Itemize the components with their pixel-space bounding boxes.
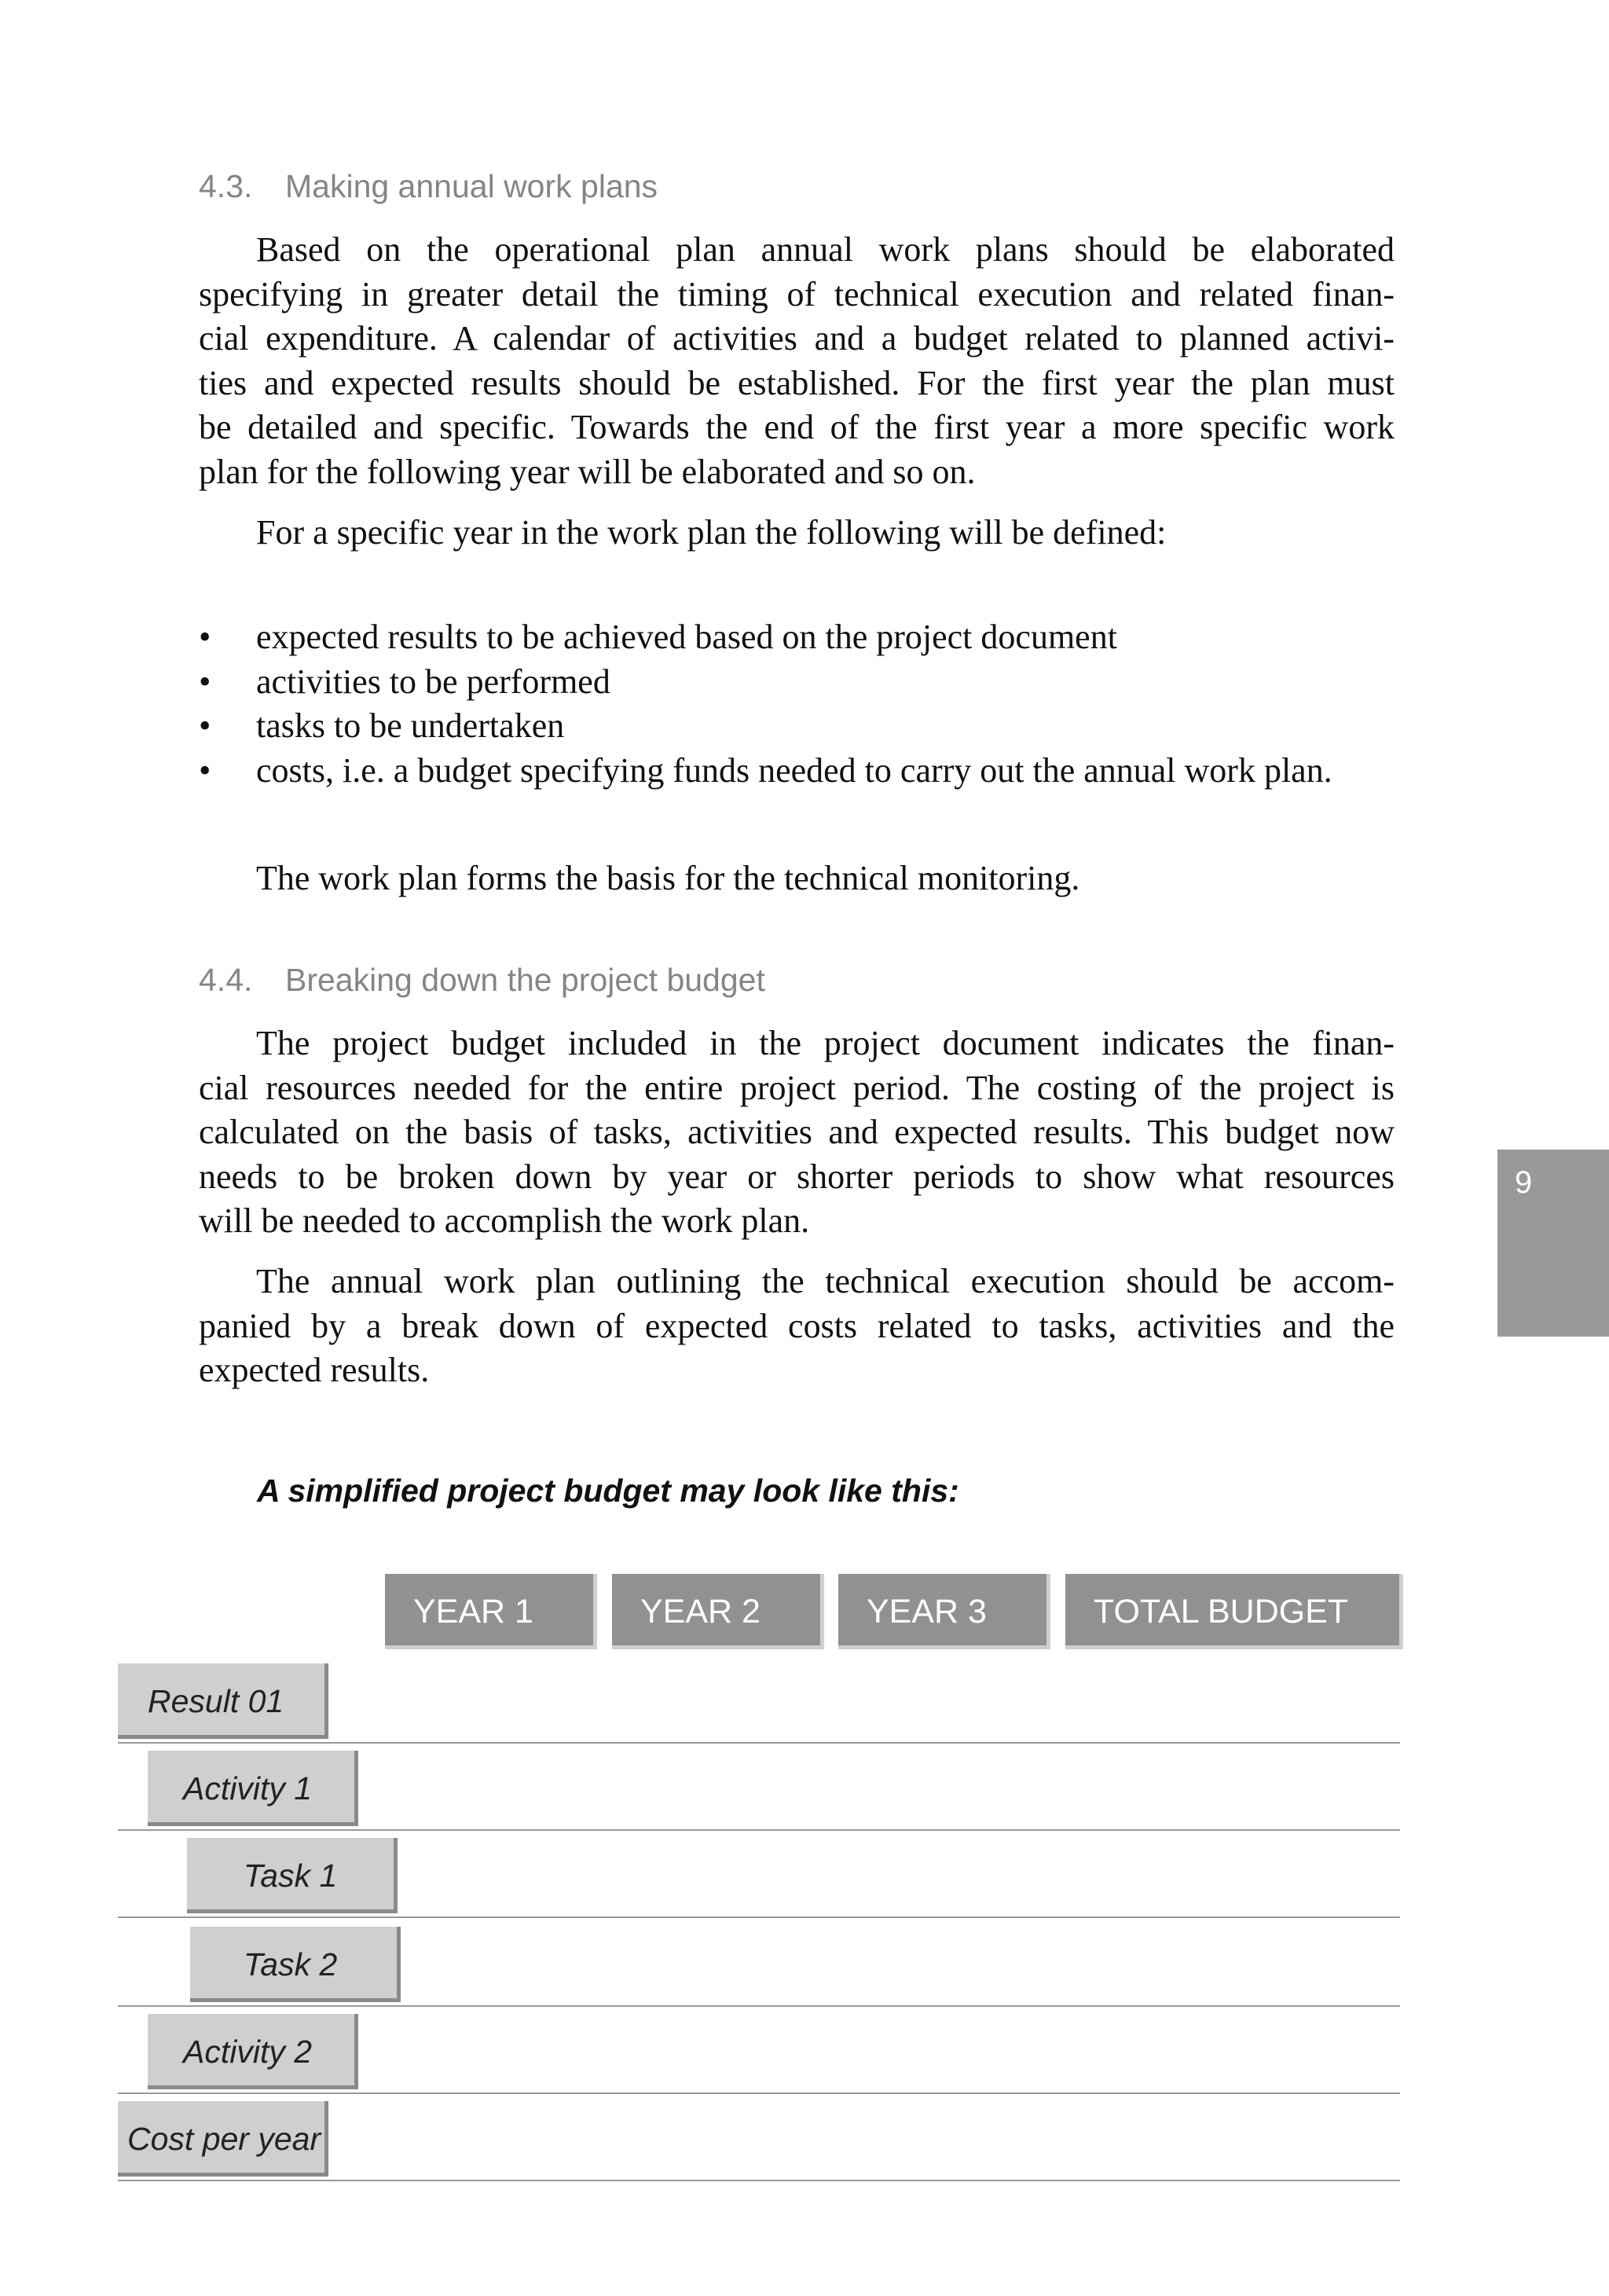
paragraph-work-plans-intro — [199, 228, 1395, 494]
list-item-text: activities to be performed — [256, 662, 610, 701]
section-number: 4.4. — [199, 962, 253, 998]
text-line: The project budget included in the project document indicates the finan- — [256, 1024, 1395, 1062]
bullet-icon: • — [199, 706, 211, 745]
row-divider — [118, 1829, 1400, 1831]
list-item-text: expected results to be achieved based on the project document — [256, 618, 1117, 656]
chapter-tab — [1497, 1150, 1609, 1337]
column-header-total-budget: TOTAL BUDGET — [1065, 1574, 1403, 1649]
text-line: specifying in greater detail the timing of technical execution and related finan- — [199, 274, 1395, 314]
row-label-activity-2: Activity 2 — [148, 2014, 358, 2089]
bullet-icon: • — [199, 618, 211, 656]
column-header-year-1: YEAR 1 — [385, 1574, 597, 1649]
text-line: plan for the following year will be elaborated and so on. — [199, 452, 976, 491]
text-line: be detailed and specific. Towards the end of the first year a more specific work — [199, 408, 1395, 446]
list-item-text: tasks to be undertaken — [256, 706, 565, 745]
list-item — [199, 704, 1332, 749]
section-number: 4.3. — [199, 168, 253, 204]
paragraph-technical-monitoring: The work plan forms the basis for the technical monitoring. — [256, 859, 1080, 897]
text-line: expected results. — [199, 1351, 430, 1389]
list-item — [199, 615, 1332, 660]
section-heading-4-3 — [199, 168, 658, 205]
section-heading-4-4 — [199, 962, 765, 999]
list-item — [199, 660, 1332, 705]
text-line: Based on the operational plan annual work plans should be elaborated — [256, 230, 1395, 269]
list-item — [199, 749, 1332, 794]
text-line: needs to be broken down by year or shorter periods to show what resources — [199, 1157, 1395, 1196]
chapter-number: 9 — [1515, 1165, 1533, 1200]
paragraph-cost-breakdown — [199, 1260, 1395, 1393]
row-divider — [118, 2005, 1400, 2007]
section-title: Making annual work plans — [285, 168, 658, 204]
row-divider — [118, 2180, 1400, 2181]
row-divider — [118, 1916, 1400, 1918]
list-item-text: costs, i.e. a budget specifying funds needed to carry out the annual work plan. — [256, 750, 1332, 790]
row-label-result-01: Result 01 — [118, 1663, 328, 1739]
text-line: ties and expected results should be established. For the first year the plan must — [199, 363, 1395, 402]
row-label-activity-1: Activity 1 — [148, 1751, 358, 1826]
text-line: will be needed to accomplish the work plan. — [199, 1201, 810, 1240]
section-title: Breaking down the project budget — [285, 962, 765, 998]
defined-items-list — [199, 615, 1332, 793]
paragraph-year-definition: For a specific year in the work plan the following will be defined: — [256, 513, 1167, 552]
text-line: panied by a break down of expected costs related to tasks, activities and the — [199, 1306, 1395, 1345]
row-divider — [118, 2092, 1400, 2094]
text-line: cial resources needed for the entire project period. The costing of the project is — [199, 1068, 1395, 1107]
text-line: The annual work plan outlining the technical execution should be accom- — [256, 1262, 1395, 1300]
row-label-cost-per-year: Cost per year — [118, 2101, 328, 2177]
text-line: calculated on the basis of tasks, activities and expected results. This budget now — [199, 1113, 1395, 1151]
column-header-year-2: YEAR 2 — [612, 1574, 824, 1649]
column-header-year-3: YEAR 3 — [838, 1574, 1050, 1649]
paragraph-budget-intro — [199, 1021, 1395, 1244]
bullet-icon: • — [199, 662, 211, 701]
text-line: cial expenditure. A calendar of activities and a budget related to planned activi- — [199, 319, 1395, 358]
row-divider — [118, 1742, 1400, 1744]
budget-caption: A simplified project budget may look like this: — [257, 1473, 959, 1509]
bullet-icon: • — [199, 750, 211, 790]
row-label-task-2: Task 2 — [190, 1927, 401, 2002]
row-label-task-1: Task 1 — [187, 1838, 398, 1913]
